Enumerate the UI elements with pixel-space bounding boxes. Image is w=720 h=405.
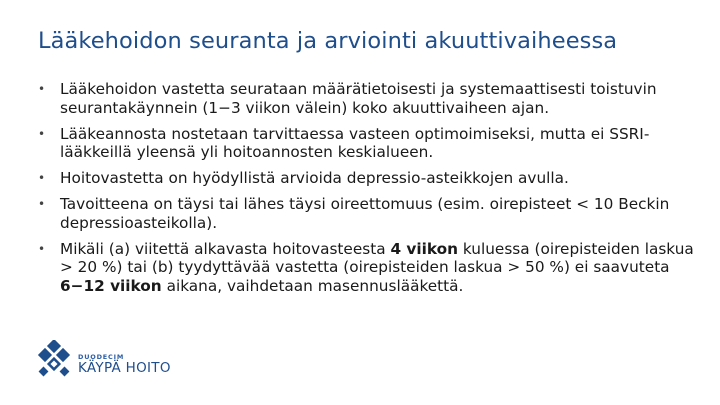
kaypa-hoito-logo: [34, 338, 184, 380]
bullet-icon: •: [38, 171, 46, 185]
bullet-list: [38, 80, 706, 303]
bullet-text: Lääkeannosta nostetaan tarvittaessa vasteen optimoimiseksi, mutta ei SSRI-lääkkeillä yleensä yli hoitoannosten keskialueen.: [60, 124, 650, 161]
list-item: [38, 169, 706, 188]
bullet-icon: •: [38, 82, 46, 96]
list-item: [38, 125, 706, 162]
bullet-text: Hoitovastetta on hyödyllistä arvioida depressio-asteikkojen avulla.: [60, 169, 569, 187]
bullet-icon: •: [38, 197, 46, 211]
bullet-text: Lääkehoidon vastetta seurataan määrätietoisesti ja systemaattisesti toistuvin seurantakäynnein (1−3 viikon välein) koko akuuttivaiheen ajan.: [60, 80, 657, 117]
list-item: [38, 195, 706, 232]
bullet-icon: •: [38, 241, 46, 256]
list-item: [38, 240, 706, 296]
bullet-text-start: Mikäli (a) viitettä alkavasta hoitovasteesta: [60, 239, 391, 258]
bullet-emphasis-four-weeks: 4 viikon: [390, 239, 459, 258]
bullet-emphasis-six-twelve-weeks: 6−12 viikon: [60, 276, 162, 295]
page-title: Lääkehoidon seuranta ja arviointi akuuttivaiheessa: [38, 28, 618, 54]
bullet-text-middle: kuluessa (oirepisteiden laskua > 20 %) tai (b) tyydyttävää vastetta (oirepisteiden laskua > 50 %) ei saavuteta: [60, 239, 694, 276]
logo-main-text: KÄYPÄ HOITO: [78, 360, 171, 376]
list-item: [38, 80, 706, 117]
logo-top-text: DUODECIM: [78, 353, 125, 361]
bullet-text: Tavoitteena on täysi tai lähes täysi oireettomuus (esim. oirepisteet < 10 Beckin depressioasteikolla).: [60, 195, 670, 232]
bullet-text-end: aikana, vaihdetaan masennuslääkettä.: [161, 276, 464, 295]
bullet-icon: •: [38, 126, 46, 141]
duodecim-diamond-logo-icon: [34, 340, 74, 380]
